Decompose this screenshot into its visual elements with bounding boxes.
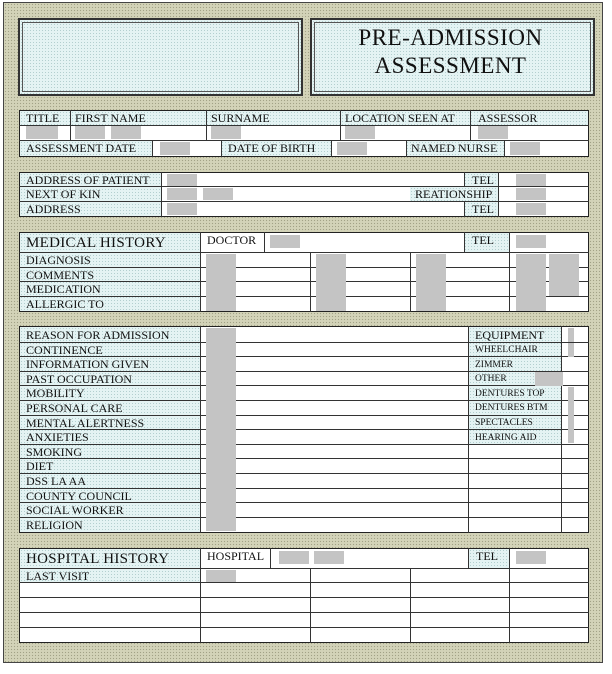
care-field[interactable] — [206, 328, 236, 531]
medical-history-heading: MEDICAL HISTORY — [26, 235, 166, 251]
medical-field[interactable] — [416, 254, 446, 311]
care-row-label: DIET — [26, 459, 54, 473]
logo-box — [18, 18, 303, 96]
equipment-item-label: DENTURES TOP — [475, 389, 545, 399]
equipment-field[interactable] — [568, 328, 574, 342]
named-nurse-field[interactable] — [510, 142, 540, 155]
page-title-line1: PRE-ADMISSION — [358, 25, 543, 50]
page-title — [310, 24, 591, 80]
hospital-field[interactable] — [279, 551, 309, 564]
doctor-field[interactable] — [270, 235, 300, 248]
hospital-field-2[interactable] — [314, 551, 344, 564]
care-row-label: MOBILITY — [26, 386, 85, 400]
medical-field[interactable] — [516, 254, 546, 311]
equipment-item-label: WHEELCHAIR — [475, 345, 538, 355]
equipment-item-label: HEARING AID — [475, 433, 537, 443]
care-row-label: RELIGION — [26, 518, 83, 532]
assessment-date-label: ASSESSMENT DATE — [26, 141, 137, 155]
first-name-field[interactable] — [75, 126, 105, 139]
first-name-field-2[interactable] — [111, 126, 141, 139]
care-row-label: ANXIETIES — [26, 430, 89, 444]
kin-tel-field[interactable] — [516, 203, 546, 215]
dob-label: DATE OF BIRTH — [228, 141, 316, 155]
doctor-label: DOCTOR — [207, 233, 257, 247]
equipment-heading: EQUIPMENT — [475, 328, 545, 342]
care-row-label: INFORMATION GIVEN — [26, 357, 149, 371]
location-field[interactable] — [345, 126, 375, 139]
patient-tel-field[interactable] — [516, 174, 546, 186]
assessor-field[interactable] — [478, 126, 508, 139]
equipment-item-label: OTHER — [475, 374, 507, 384]
first-name-label: FIRST NAME — [75, 111, 146, 125]
care-row-label: COUNTY COUNCIL — [26, 489, 132, 503]
kin-tel-label: TEL — [472, 202, 494, 216]
next-of-kin-field-2[interactable] — [203, 188, 233, 200]
medication-label: MEDICATION — [26, 282, 101, 296]
title-field[interactable] — [26, 126, 58, 139]
medical-field[interactable] — [206, 254, 236, 311]
patient-address-field[interactable] — [167, 174, 197, 186]
relationship-field[interactable] — [516, 188, 546, 200]
next-of-kin-field[interactable] — [167, 188, 197, 200]
location-label: LOCATION SEEN AT — [345, 111, 455, 125]
other-field[interactable] — [535, 372, 563, 386]
medical-field[interactable] — [549, 254, 579, 296]
surname-label: SURNAME — [211, 111, 270, 125]
hospital-tel-field[interactable] — [516, 551, 546, 564]
comments-label: COMMENTS — [26, 268, 95, 282]
hospital-label: HOSPITAL — [207, 549, 265, 563]
care-row-label: MENTAL ALERTNESS — [26, 416, 145, 430]
care-row-label: REASON FOR ADMISSION — [26, 328, 170, 342]
equipment-item-label: SPECTACLES — [475, 418, 533, 428]
last-visit-label: LAST VISIT — [26, 569, 90, 583]
care-row-label: SOCIAL WORKER — [26, 503, 124, 517]
doctor-tel-field[interactable] — [516, 235, 546, 248]
care-row-label: SMOKING — [26, 445, 83, 459]
diagnosis-label: DIAGNOSIS — [26, 253, 91, 267]
care-row-label: DSS LA AA — [26, 474, 87, 488]
equipment-field[interactable] — [568, 343, 574, 357]
next-of-kin-label: NEXT OF KIN — [26, 187, 101, 201]
equipment-item-label: DENTURES BTM — [475, 403, 548, 413]
hospital-history-heading: HOSPITAL HISTORY — [26, 551, 170, 567]
equipment-field[interactable] — [568, 429, 574, 443]
patient-address-label: ADDRESS OF PATIENT — [26, 173, 150, 187]
page-title-line2: ASSESSMENT — [374, 53, 527, 78]
assessment-date-field[interactable] — [160, 142, 190, 155]
equipment-item-label: ZIMMER — [475, 360, 513, 370]
equipment-field[interactable] — [568, 387, 574, 401]
allergic-to-label: ALLERGIC TO — [26, 297, 104, 311]
care-row-label: CONTINENCE — [26, 343, 103, 357]
equipment-field[interactable] — [568, 415, 574, 429]
named-nurse-label: NAMED NURSE — [411, 141, 498, 155]
relationship-label: REATIONSHIP — [415, 187, 493, 201]
doctor-tel-label: TEL — [472, 233, 494, 247]
last-visit-field[interactable] — [206, 570, 236, 582]
equipment-field[interactable] — [568, 401, 574, 415]
kin-address-field[interactable] — [167, 203, 197, 215]
kin-address-label: ADDRESS — [26, 202, 81, 216]
title-label: TITLE — [26, 111, 60, 125]
hospital-tel-label: TEL — [476, 549, 498, 563]
surname-field[interactable] — [211, 126, 241, 139]
dob-field[interactable] — [337, 142, 367, 155]
patient-tel-label: TEL — [472, 173, 494, 187]
care-row-label: PERSONAL CARE — [26, 401, 123, 415]
medical-field[interactable] — [316, 254, 346, 311]
care-row-label: PAST OCCUPATION — [26, 372, 132, 386]
assessor-label: ASSESSOR — [478, 111, 538, 125]
